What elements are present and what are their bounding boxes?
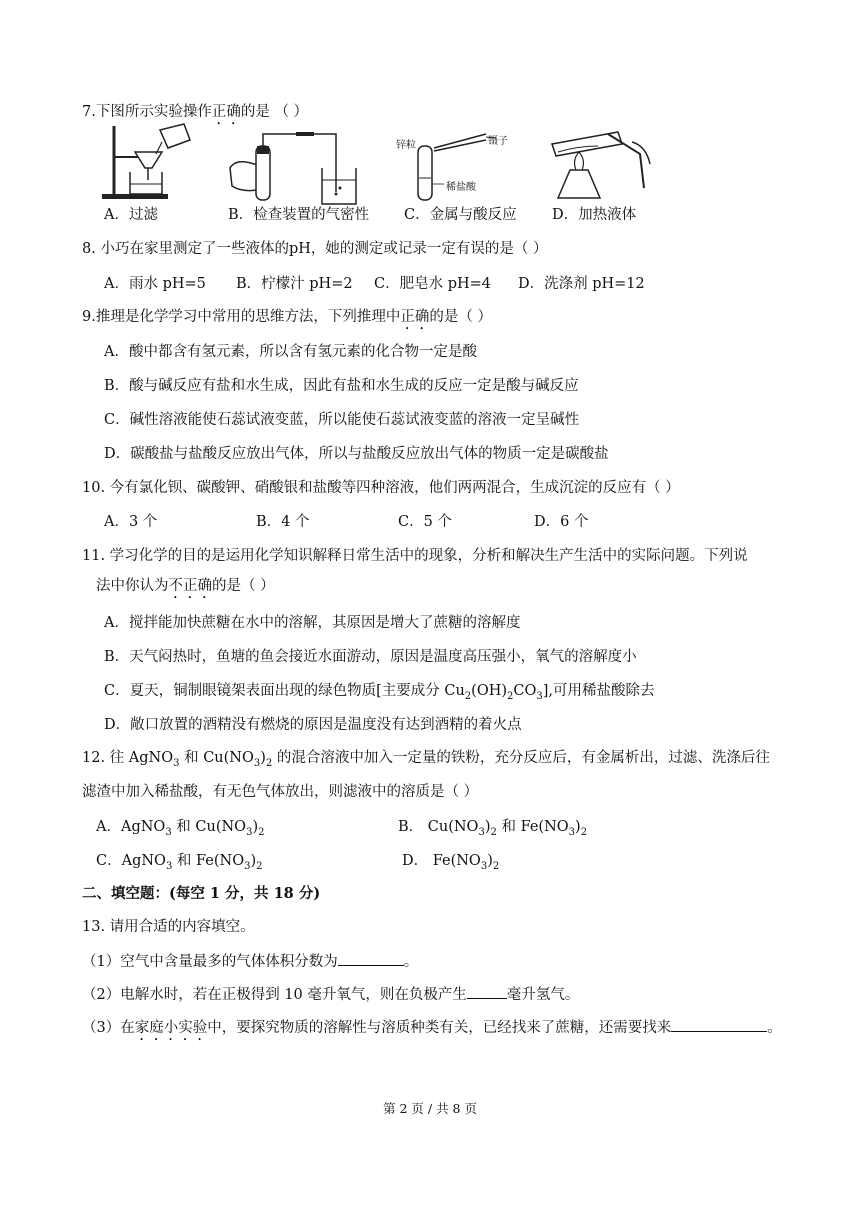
q10-option-b: B．4 个 (256, 514, 310, 530)
q7-stem: 7.下图所示实验操作正确的是 （ ） (82, 104, 309, 120)
q9-option-a: A．酸中都含有氢元素，所以含有氢元素的化合物一定是酸 (104, 344, 477, 360)
q9-option-c: C．碱性溶液能使石蕊试液变蓝，所以能使石蕊试液变蓝的溶液一定呈碱性 (104, 412, 580, 428)
q7-option-a: A．过滤 (104, 207, 158, 223)
q13-line1: （1）空气中含量最多的气体体积分数为 。 (82, 950, 418, 971)
q8-option-a: A．雨水 pH=5 (104, 276, 206, 292)
q10-option-d: D．6 个 (534, 514, 589, 530)
zinc-label: 锌粒 (396, 140, 416, 151)
blank-1[interactable] (338, 951, 404, 966)
blank-3[interactable] (671, 1017, 767, 1032)
q7-option-c: C．金属与酸反应 (404, 207, 517, 223)
section-2-title: 二、填空题：(每空 1 分，共 18 分) (82, 885, 321, 902)
q12-stem: 12. 往 AgNO$_3$ 和 $Cu(NO_3)_2$ 的混合溶液中加入一定量的铁粉，充分反应后，有金属析出，过滤、洗涤后往 (82, 750, 770, 769)
q12-option-d: D． $Fe(NO_3)_2$ (402, 853, 500, 872)
q8-stem: 8. 小巧在家里测定了一些液体的pH，她的测定或记录一定有误的是（ ） (82, 241, 548, 257)
q13-stem: 13. 请用合适的内容填空。 (82, 919, 255, 935)
q12-option-b: B． $Cu(NO_3)_2$ 和 $Fe(NO_3)_2$ (398, 819, 588, 838)
filtration-figure (100, 122, 200, 202)
q8-option-b: B．柠檬汁 pH=2 (236, 276, 353, 292)
heating-liquid-figure (548, 124, 658, 200)
q11-stem: 11. 学习化学的目的是运用化学知识解释日常生活中的现象，分析和解决生产生活中的实际问题。下列说 (82, 548, 748, 564)
q9-stem: 9.推理是化学学习中常用的思维方法，下列推理中正确的是（ ） (82, 309, 492, 325)
q12-option-c: C．AgNO$_3$ 和 $Fe(NO_3)_2$ (96, 853, 263, 872)
q7-option-b: B．检查装置的气密性 (228, 207, 370, 223)
q9-option-b: B．酸与碱反应有盐和水生成，因此有盐和水生成的反应一定是酸与碱反应 (104, 378, 579, 394)
acid-label: 稀盐酸 (446, 182, 476, 193)
q11-stem-line2: 法中你认为不正确的是（ ） (96, 578, 275, 594)
airtightness-figure (226, 128, 376, 206)
metal-acid-figure (390, 130, 530, 206)
q13-line2: （2）电解水时，若在正极得到 10 毫升氧气，则在负极产生 毫升氢气。 (82, 983, 579, 1004)
blank-2[interactable] (467, 984, 507, 999)
q10-option-c: C．5 个 (398, 514, 452, 530)
q10-option-a: A．3 个 (104, 514, 158, 530)
q12-option-a: A．AgNO$_3$ 和 $Cu(NO_3)_2$ (96, 819, 265, 838)
q11-option-b: B．天气闷热时，鱼塘的鱼会接近水面游动，原因是温度高压强小，氧气的溶解度小 (104, 649, 637, 665)
q8-option-d: D．洗涤剂 pH=12 (518, 276, 645, 292)
q12-stem-line2: 滤渣中加入稀盐酸，有无色气体放出，则滤液中的溶质是（ ） (82, 784, 479, 800)
q7-option-d: D．加热液体 (552, 207, 637, 223)
q9-option-d: D．碳酸盐与盐酸反应放出气体，所以与盐酸反应放出气体的物质一定是碳酸盐 (104, 446, 609, 462)
page-footer: 第 2 页 / 共 8 页 (383, 1101, 477, 1116)
q8-option-c: C．肥皂水 pH=4 (374, 276, 492, 292)
q11-option-c: C．夏天，铜制眼镜架表面出现的绿色物质[主要成分 $Cu_2(OH)_2CO_3$],可用稀盐酸除去 (104, 683, 655, 702)
tongs-label: 镊子 (488, 136, 508, 147)
q11-option-d: D．敞口放置的酒精没有燃烧的原因是温度没有达到酒精的着火点 (104, 717, 522, 733)
q13-line3: （3）在家庭小实验中，要探究物质的溶解性与溶质种类有关，已经找来了蔗糖，还需要找来 。 (82, 1016, 782, 1044)
q11-option-a: A．搅拌能加快蔗糖在水中的溶解，其原因是增大了蔗糖的溶解度 (104, 615, 521, 631)
q10-stem: 10. 今有氯化钡、碳酸钾、硝酸银和盐酸等四种溶液，他们两两混合，生成沉淀的反应有（ ） (82, 480, 680, 496)
